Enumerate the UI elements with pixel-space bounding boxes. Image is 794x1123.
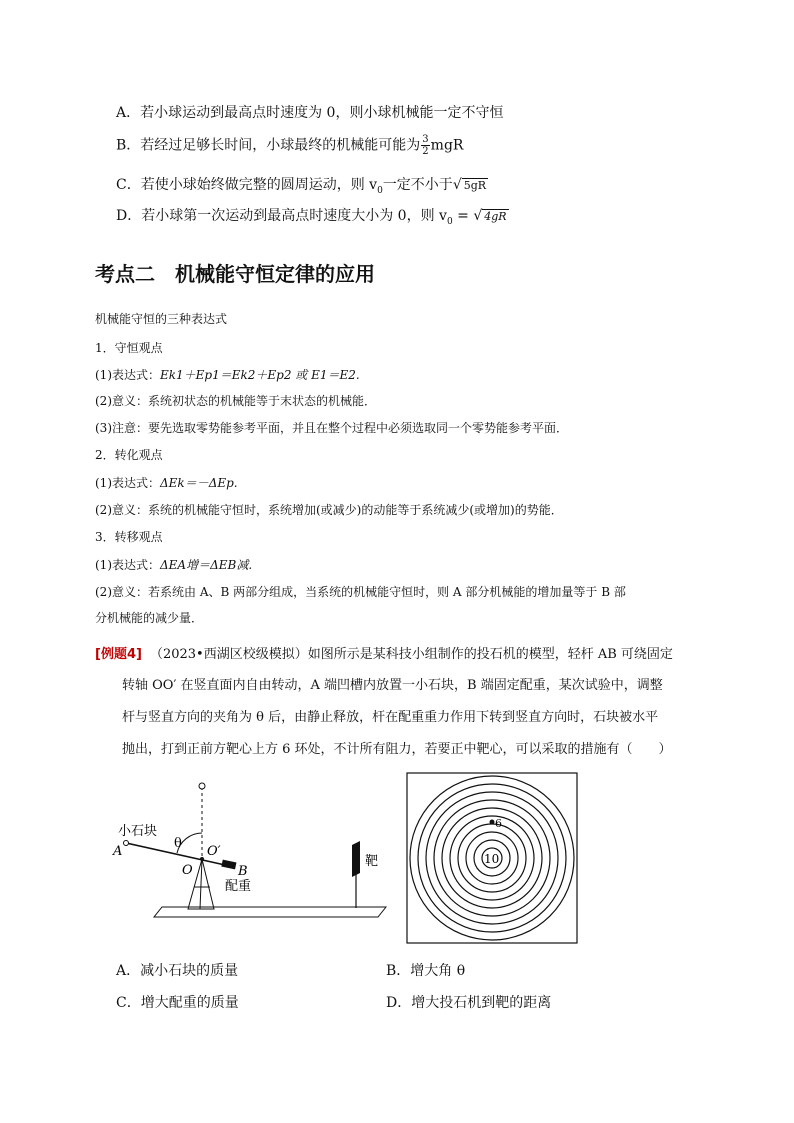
sqrt-symbol: √ [452,177,462,193]
answer-b: B．增大角 θ [386,963,466,979]
v-subscript: 0 [377,185,383,196]
sec1-line2: (2)意义：系统初状态的机械能等于末状态的机械能． [95,394,377,408]
option-b-tail: mgR [430,137,464,154]
sec1-prefix: (1)表达式： [95,368,160,382]
option-c-text: C．若使小球始终做完整的圆周运动，则 v [116,177,378,193]
option-b-text: B．若经过足够长时间，小球最终的机械能可能为 [116,137,421,154]
v-subscript: 0 [446,216,453,227]
answer-a: A．减小石块的质量 [116,963,239,979]
example-tag: [例题4] [95,647,142,662]
option-b [116,134,463,157]
counterweight [221,860,236,870]
fraction-denominator: 2 [422,146,429,157]
label-o: O [182,863,193,878]
top-pivot-circle [199,783,205,789]
answer-d: D．增大投石机到靶的距离 [386,995,552,1011]
option-b-fraction [421,134,429,157]
stone-label: 小石块 [118,824,158,839]
sec3-prefix: (1)表达式： [95,558,160,572]
target-figure [406,772,578,944]
sec2-line2: (2)意义：系统的机械能守恒时，系统增加(或减少)的动能等于系统减少(或增加)的势能． [95,503,563,517]
target-board [352,841,360,877]
sec2-prefix: (1)表达式： [95,476,160,490]
pivot-point [200,857,204,861]
answer-c: C．增大配重的质量 [116,995,239,1011]
sec2-line1 [95,474,238,491]
example-line3: 杆与竖直方向的夹角为 θ 后，由静止释放，杆在配重重力作用下转到竖直方向时，石块被水平 [122,710,659,725]
sec3-line2a: (2)意义：若系统由 A、B 两部分组成，当系统的机械能守恒时，则 A 部分机械能的增加量等于 B 部 [95,585,626,599]
sec2-formula: ΔEk＝－ΔEp. [160,476,238,490]
sec1-line3: (3)注意：要先选取零势能参考平面，并且在整个过程中必须选取同一个零势能参考平面． [95,421,569,435]
example-line2: 转轴 OO′ 在竖直面内自由转动，A 端凹槽内放置一小石块，B 端固定配重，某次试验中，调整 [122,678,663,693]
intro-text: 机械能守恒的三种表达式 [95,312,228,326]
fraction-numerator: 3 [422,134,429,145]
hit-point [490,820,495,825]
sec2-title: 2．转化观点 [95,448,163,462]
example-text-1: （2023•西湖区校级模拟）如图所示是某科技小组制作的投石机的模型，轻杆 AB 可绕固定 [149,647,673,662]
sec1-title: 1．守恒观点 [95,341,163,355]
option-a-text: A．若小球运动到最高点时速度为 0，则小球机械能一定不守恒 [116,105,504,121]
label-o-prime: O′ [207,844,221,859]
example-line4: 抛出，打到正前方靶心上方 6 环处，不计所有阻力，若要正中靶心，可以采取的措施有（ ） [122,742,672,757]
sec3-formula: ΔEA增＝ΔEB减. [160,558,253,572]
sec3-line1 [95,556,252,573]
option-d-radicand: 4gR [484,210,507,223]
option-d-text: D．若小球第一次运动到最高点时速度大小为 0，则 v [116,208,447,224]
catapult-figure [110,775,400,920]
sqrt-symbol: √ [473,208,483,224]
section-title: 考点二 机械能守恒定律的应用 [95,262,375,286]
label-theta: θ [174,836,182,851]
option-c-radicand: 5gR [463,179,487,192]
label-a: A [113,844,123,859]
target-label: 靶 [365,854,379,869]
sec1-formula: Ek1＋Ep1＝Ek2＋Ep2 或 E1＝E2. [160,368,360,382]
option-d [116,205,509,227]
sec1-line1 [95,366,360,383]
ring10-label: 10 [484,852,500,866]
sec3-line2b: 分机械能的减少量． [95,611,204,625]
example-line1 [95,643,673,662]
option-a [116,102,503,122]
ring6-label: 6 [495,817,502,830]
option-d-eq: = [452,208,474,224]
option-c [116,174,488,196]
weight-label: 配重 [225,879,252,894]
label-b: B [238,864,248,879]
sec3-title: 3．转移观点 [95,530,163,544]
option-c-mid: 一定不小于 [382,177,453,193]
stone-cup [124,841,129,846]
